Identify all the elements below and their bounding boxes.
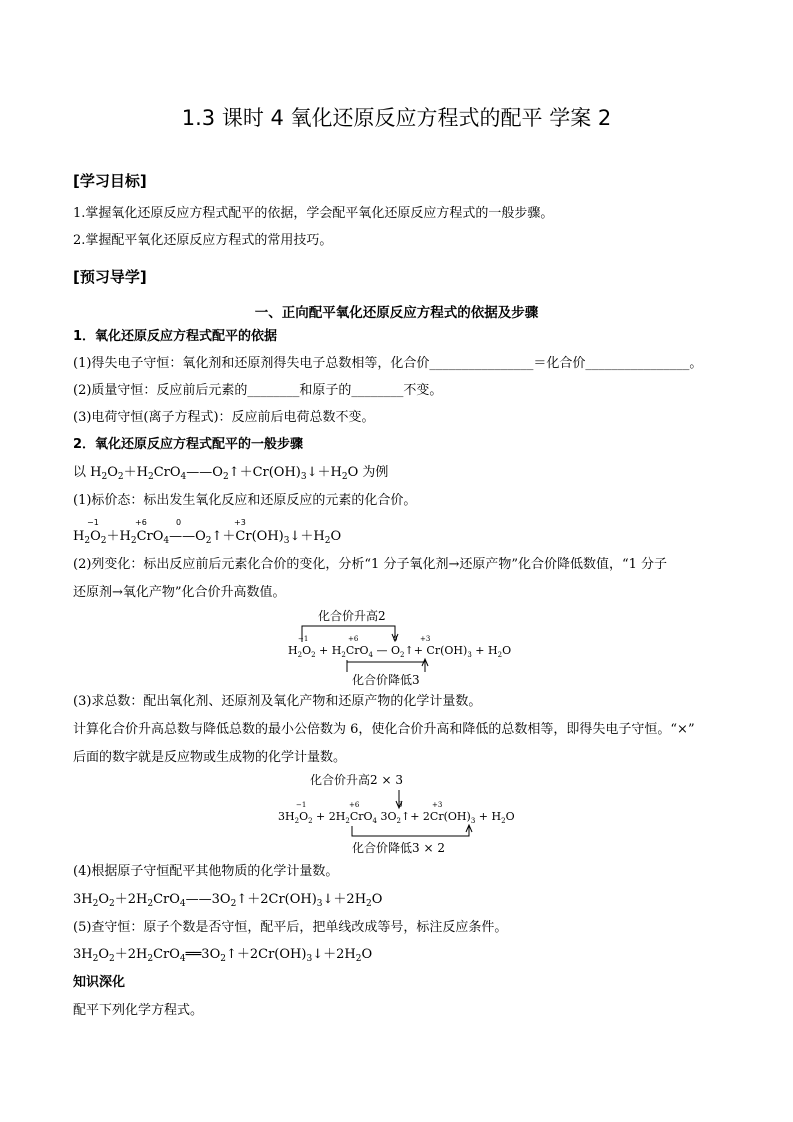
diagram1-down-label: 化合价降低3 <box>352 673 420 687</box>
diagram-lcm <box>274 770 524 858</box>
diagram2-valence-cr-in-h2cro4: +6 <box>349 801 360 809</box>
diagram2-down-bracket <box>352 826 469 836</box>
balanced-equation-draft: $3H_2O_2+2H_2CrO_4——3O_2↑+2Cr(OH)_3↓+2H_2O$ <box>73 892 383 909</box>
example-suffix: 为例 <box>358 465 389 480</box>
balanced-equation-final: $3H_2O_2+2H_2CrO_4══3O_2↑+2Cr(OH)_3↓+2H_2O$ <box>73 947 373 964</box>
step-3-line-2: 后面的数字就是反应物或生成物的化学计量数。 <box>73 750 347 765</box>
page-title: 1.3 课时 4 氧化还原反应方程式的配平 学案 2 <box>181 106 612 130</box>
basis-item-1: (1)得失电子守恒：氧化剂和还原剂得失电子总数相等，化合价________________＝化合价________________。 <box>73 356 703 371</box>
step-3: (3)求总数：配出氧化剂、还原剂及氧化产物和还原产物的化学计量数。 <box>73 694 482 709</box>
diagram1-valence-cr-in-croh3: +3 <box>420 635 431 643</box>
example-equation: $H_2O_2+H_2CrO_4——O_2↑+Cr(OH)_3↓+H_2O$ <box>90 465 359 482</box>
diagram1-equation: $H_2O_2 + H_2CrO_4$ — $O_2↑+ Cr(OH)_3 + H_2O$ <box>288 644 512 659</box>
basis-heading: 1．氧化还原反应方程式配平的依据 <box>73 329 278 344</box>
labeled-equation: $H_2O_2+H_2CrO_4——O_2↑+Cr(OH)_3↓+H_2O$ <box>73 529 342 546</box>
goal-item-1: 1.掌握氧化还原反应方程式配平的依据，学会配平氧化还原反应方程式的一般步骤。 <box>73 206 554 221</box>
diagram2-valence-cr-in-croh3: +3 <box>432 801 443 809</box>
valence-mark-cr-in-h2cro4: +6 <box>135 518 147 527</box>
step-3-line-1: 计算化合价升高总数与降低总数的最小公倍数为 6，使化合价升高和降低的总数相等，即得失电子守恒。“×” <box>73 722 695 737</box>
example-prefix: 以 <box>73 465 91 480</box>
diagram1-valence-o-in-o2: 0 <box>393 635 398 643</box>
preview-heading: [预习导学] <box>73 268 147 286</box>
diagram-valence-change <box>280 606 520 690</box>
diagram2-valence-o-in-h2o2: −1 <box>296 801 307 809</box>
step-2-line-2: 还原剂→氧化产物”化合价升高数值。 <box>73 585 286 600</box>
goals-heading: [学习目标] <box>73 172 147 190</box>
basis-item-2: (2)质量守恒：反应前后元素的________和原子的________不变。 <box>73 383 443 398</box>
diagram2-up-label: 化合价升高2 × 3 <box>310 773 403 787</box>
section-title: 一、正向配平氧化还原反应方程式的依据及步骤 <box>254 305 539 321</box>
goal-item-2: 2.掌握配平氧化还原反应方程式的常用技巧。 <box>73 233 333 248</box>
diagram2-down-label: 化合价降低3 × 2 <box>352 841 445 855</box>
diagram2-equation: $3H_2O_2 + 2H_2CrO_4$ $3O_2↑+ 2Cr(OH)_3 + H_2O$ <box>278 810 515 825</box>
diagram1-valence-cr-in-h2cro4: +6 <box>348 635 359 643</box>
step-2-line-1: (2)列变化：标出反应前后元素化合价的变化，分析“1 分子氧化剂→还原产物”化合价降低数值，“1 分子 <box>73 557 668 572</box>
valence-mark-o-in-o2: 0 <box>176 518 182 527</box>
diagram2-valence-o-in-o2: 0 <box>398 801 403 809</box>
diagram1-down-bracket <box>347 660 425 672</box>
steps-heading: 2．氧化还原反应方程式配平的一般步骤 <box>73 437 304 452</box>
step-4: (4)根据原子守恒配平其他物质的化学计量数。 <box>73 864 339 879</box>
step-1: (1)标价态：标出发生氧化反应和还原反应的元素的化合价。 <box>73 493 417 508</box>
valence-mark-cr-in-croh3: +3 <box>234 518 246 527</box>
deepen-heading: 知识深化 <box>73 975 126 990</box>
step-5: (5)查守恒：原子个数是否守恒，配平后，把单线改成等号，标注反应条件。 <box>73 920 508 935</box>
diagram1-valence-o-in-h2o2: −1 <box>298 635 309 643</box>
deepen-text: 配平下列化学方程式。 <box>73 1003 204 1018</box>
basis-item-3: (3)电荷守恒(离子方程式)：反应前后电荷总数不变。 <box>73 410 375 425</box>
diagram1-up-label: 化合价升高2 <box>318 609 386 623</box>
valence-mark-o-in-h2o2: −1 <box>87 518 99 527</box>
example-line <box>73 464 388 482</box>
